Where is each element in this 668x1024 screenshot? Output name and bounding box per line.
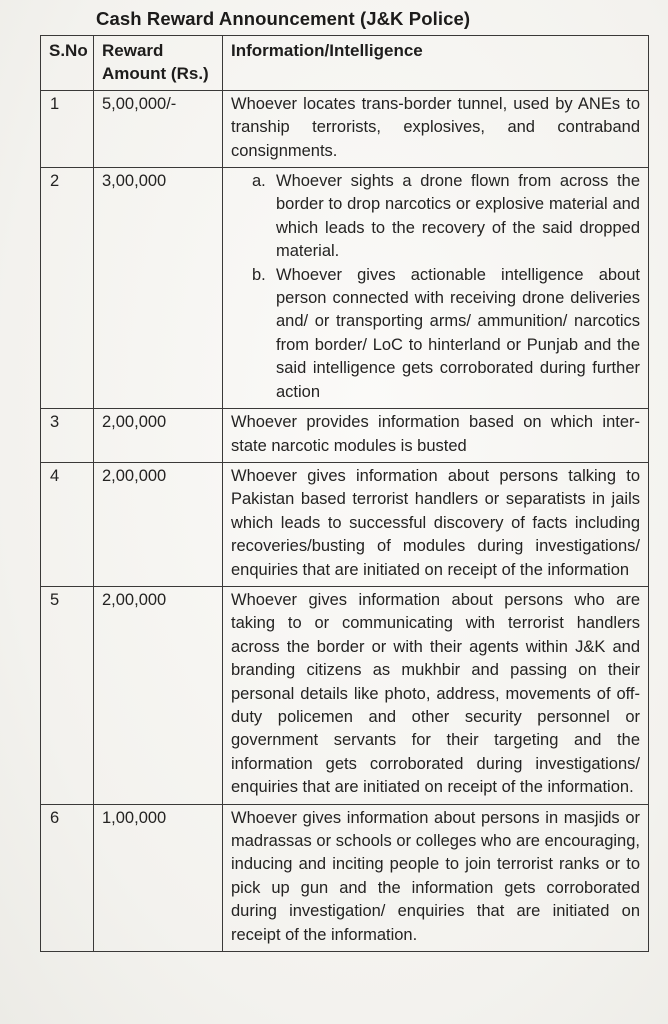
table-row-4	[41, 462, 649, 586]
sub-item-b	[252, 264, 640, 404]
sub-item-marker: b.	[252, 265, 266, 284]
sno-cell: 1	[41, 90, 94, 167]
info-sub-list	[231, 170, 640, 404]
table-row-3	[41, 409, 649, 463]
sub-item-text: Whoever gives actionable intelligence about person connected with receiving drone deliveries and/ or transporting arms/ ammunition/ narcotics from border/ LoC to hinterland or Punjab and the said intelligence gets corroborated during further action	[276, 265, 640, 401]
table-header-row	[41, 36, 649, 91]
document-title: Cash Reward Announcement (J&K Police)	[96, 8, 471, 29]
sno-cell: 3	[41, 409, 94, 463]
reward-table	[40, 35, 649, 952]
amount-cell: 1,00,000	[94, 804, 223, 951]
info-cell: Whoever gives information about persons who are taking to or communicating with terrorist handlers across the border or with their agents within J&K and branding citizens as mukhbir and passing on their personal details like photo, address, movements of off-duty policemen and other security personnel or government servants for their targeting and the information gets corroborated during investigations/ enquiries that are initiated on receipt of the information.	[223, 586, 649, 804]
sno-cell: 5	[41, 586, 94, 804]
info-cell: Whoever gives information about persons in masjids or madrassas or schools or colleges who are encouraging, inducing and inciting people to join terrorist ranks or to pick up gun and the information gets corroborated during investigation/ enquiries that are initiated on receipt of the information.	[223, 804, 649, 951]
info-cell	[223, 168, 649, 409]
col-header-information: Information/Intelligence	[223, 36, 649, 91]
amount-cell: 5,00,000/-	[94, 90, 223, 167]
sub-item-a	[252, 170, 640, 264]
col-header-reward-amount: Reward Amount (Rs.)	[94, 36, 223, 91]
amount-cell: 3,00,000	[94, 168, 223, 409]
sub-item-text: Whoever sights a drone flown from across the border to drop narcotics or explosive material and which leads to the recovery of the said dropped material.	[276, 172, 640, 261]
col-header-sno: S.No	[41, 36, 94, 91]
amount-cell: 2,00,000	[94, 409, 223, 463]
sub-item-marker: a.	[252, 172, 266, 191]
table-row-1	[41, 90, 649, 167]
amount-cell: 2,00,000	[94, 462, 223, 586]
table-row-5	[41, 586, 649, 804]
sno-cell: 2	[41, 168, 94, 409]
sno-cell: 4	[41, 462, 94, 586]
table-row-2	[41, 168, 649, 409]
sno-cell: 6	[41, 804, 94, 951]
info-cell: Whoever provides information based on which inter-state narcotic modules is busted	[223, 409, 649, 463]
info-cell: Whoever locates trans-border tunnel, used by ANEs to tranship terrorists, explosives, and contraband consignments.	[223, 90, 649, 167]
info-cell: Whoever gives information about persons talking to Pakistan based terrorist handlers or separatists in jails which leads to successful discovery of facts including recoveries/busting of modules during investigations/ enquiries that are initiated on receipt of the information	[223, 462, 649, 586]
table-row-6	[41, 804, 649, 951]
amount-cell: 2,00,000	[94, 586, 223, 804]
